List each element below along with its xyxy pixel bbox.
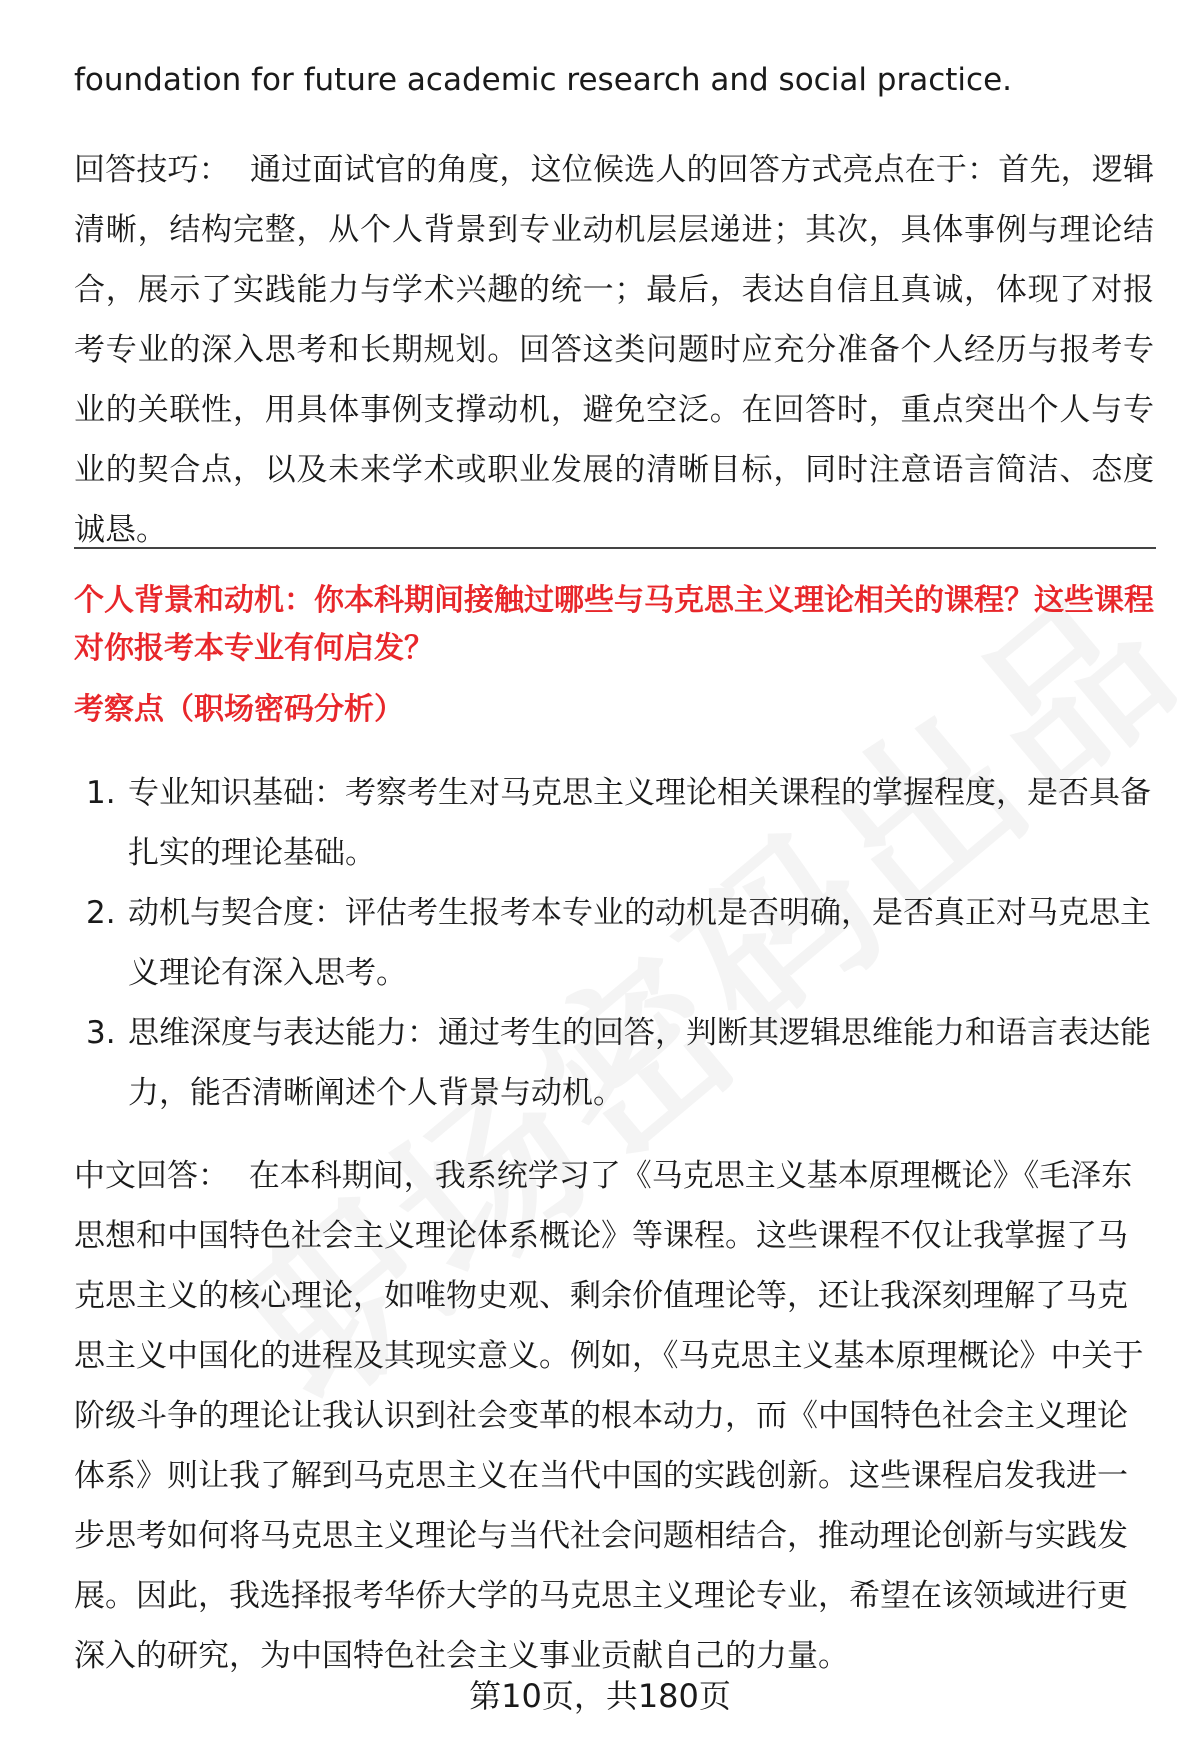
chinese-answer-text: 在本科期间，我系统学习了《马克思主义基本原理概论》《毛泽东思想和中国特色社会主义理论体系概论》等课程。这些课程不仅让我掌握了马克思主义的核心理论，如唯物史观、剩余价值理论等，还让我深刻理解了马克思主义中国化的进程及其现实意义。例如，《马克思主义基本原理概论》中关于阶级斗争的理论让我认识到社会变革的根本动力，而《中国特色社会主义理论体系》则让我了解到马克思主义在当代中国的实践创新。这些课程启发我进一步思考如何将马克思主义理论与当代社会问题相结合，推动理论创新与实践发展。因此，我选择报考华侨大学的马克思主义理论专业，希望在该领域进行更深入的研究，为中国特色社会主义事业贡献自己的力量。	[74, 1158, 1144, 1674]
exam-points-list	[74, 763, 1156, 1123]
list-item	[74, 763, 1156, 883]
answer-tips-paragraph	[74, 140, 1154, 560]
answer-tips-label: 回答技巧：	[74, 152, 230, 188]
list-item-number: 2.	[86, 895, 116, 931]
list-item-number: 1.	[86, 775, 116, 811]
question-heading: 个人背景和动机：你本科期间接触过哪些与马克思主义理论相关的课程？这些课程对你报考本专业有何启发？	[74, 583, 1154, 666]
list-item-text: 动机与契合度：评估考生报考本专业的动机是否明确，是否真正对马克思主义理论有深入思考。	[128, 895, 1151, 991]
list-item-number: 3.	[86, 1015, 116, 1051]
list-item-text: 思维深度与表达能力：通过考生的回答，判断其逻辑思维能力和语言表达能力，能否清晰阐述个人背景与动机。	[128, 1015, 1151, 1111]
page-number-footer: 第10页，共180页	[469, 1677, 731, 1715]
chinese-answer-paragraph	[74, 1146, 1156, 1686]
section-divider	[74, 547, 1156, 549]
continued-paragraph: foundation for future academic research and social practice.	[74, 62, 1012, 98]
exam-points-heading: 考察点（职场密码分析）	[74, 692, 404, 727]
list-item	[74, 883, 1156, 1003]
answer-tips-text: 通过面试官的角度，这位候选人的回答方式亮点在于：首先，逻辑清晰，结构完整，从个人背景到专业动机层层递进；其次，具体事例与理论结合，展示了实践能力与学术兴趣的统一；最后，表达自信且真诚，体现了对报考专业的深入思考和长期规划。回答这类问题时应充分准备个人经历与报考专业的关联性，用具体事例支撑动机，避免空泛。在回答时，重点突出个人与专业的契合点，以及未来学术或职业发展的清晰目标，同时注意语言简洁、态度诚恳。	[74, 152, 1155, 548]
list-item	[74, 1003, 1156, 1123]
chinese-answer-label: 中文回答：	[74, 1158, 229, 1194]
list-item-text: 专业知识基础：考察考生对马克思主义理论相关课程的掌握程度，是否具备扎实的理论基础。	[128, 775, 1151, 871]
